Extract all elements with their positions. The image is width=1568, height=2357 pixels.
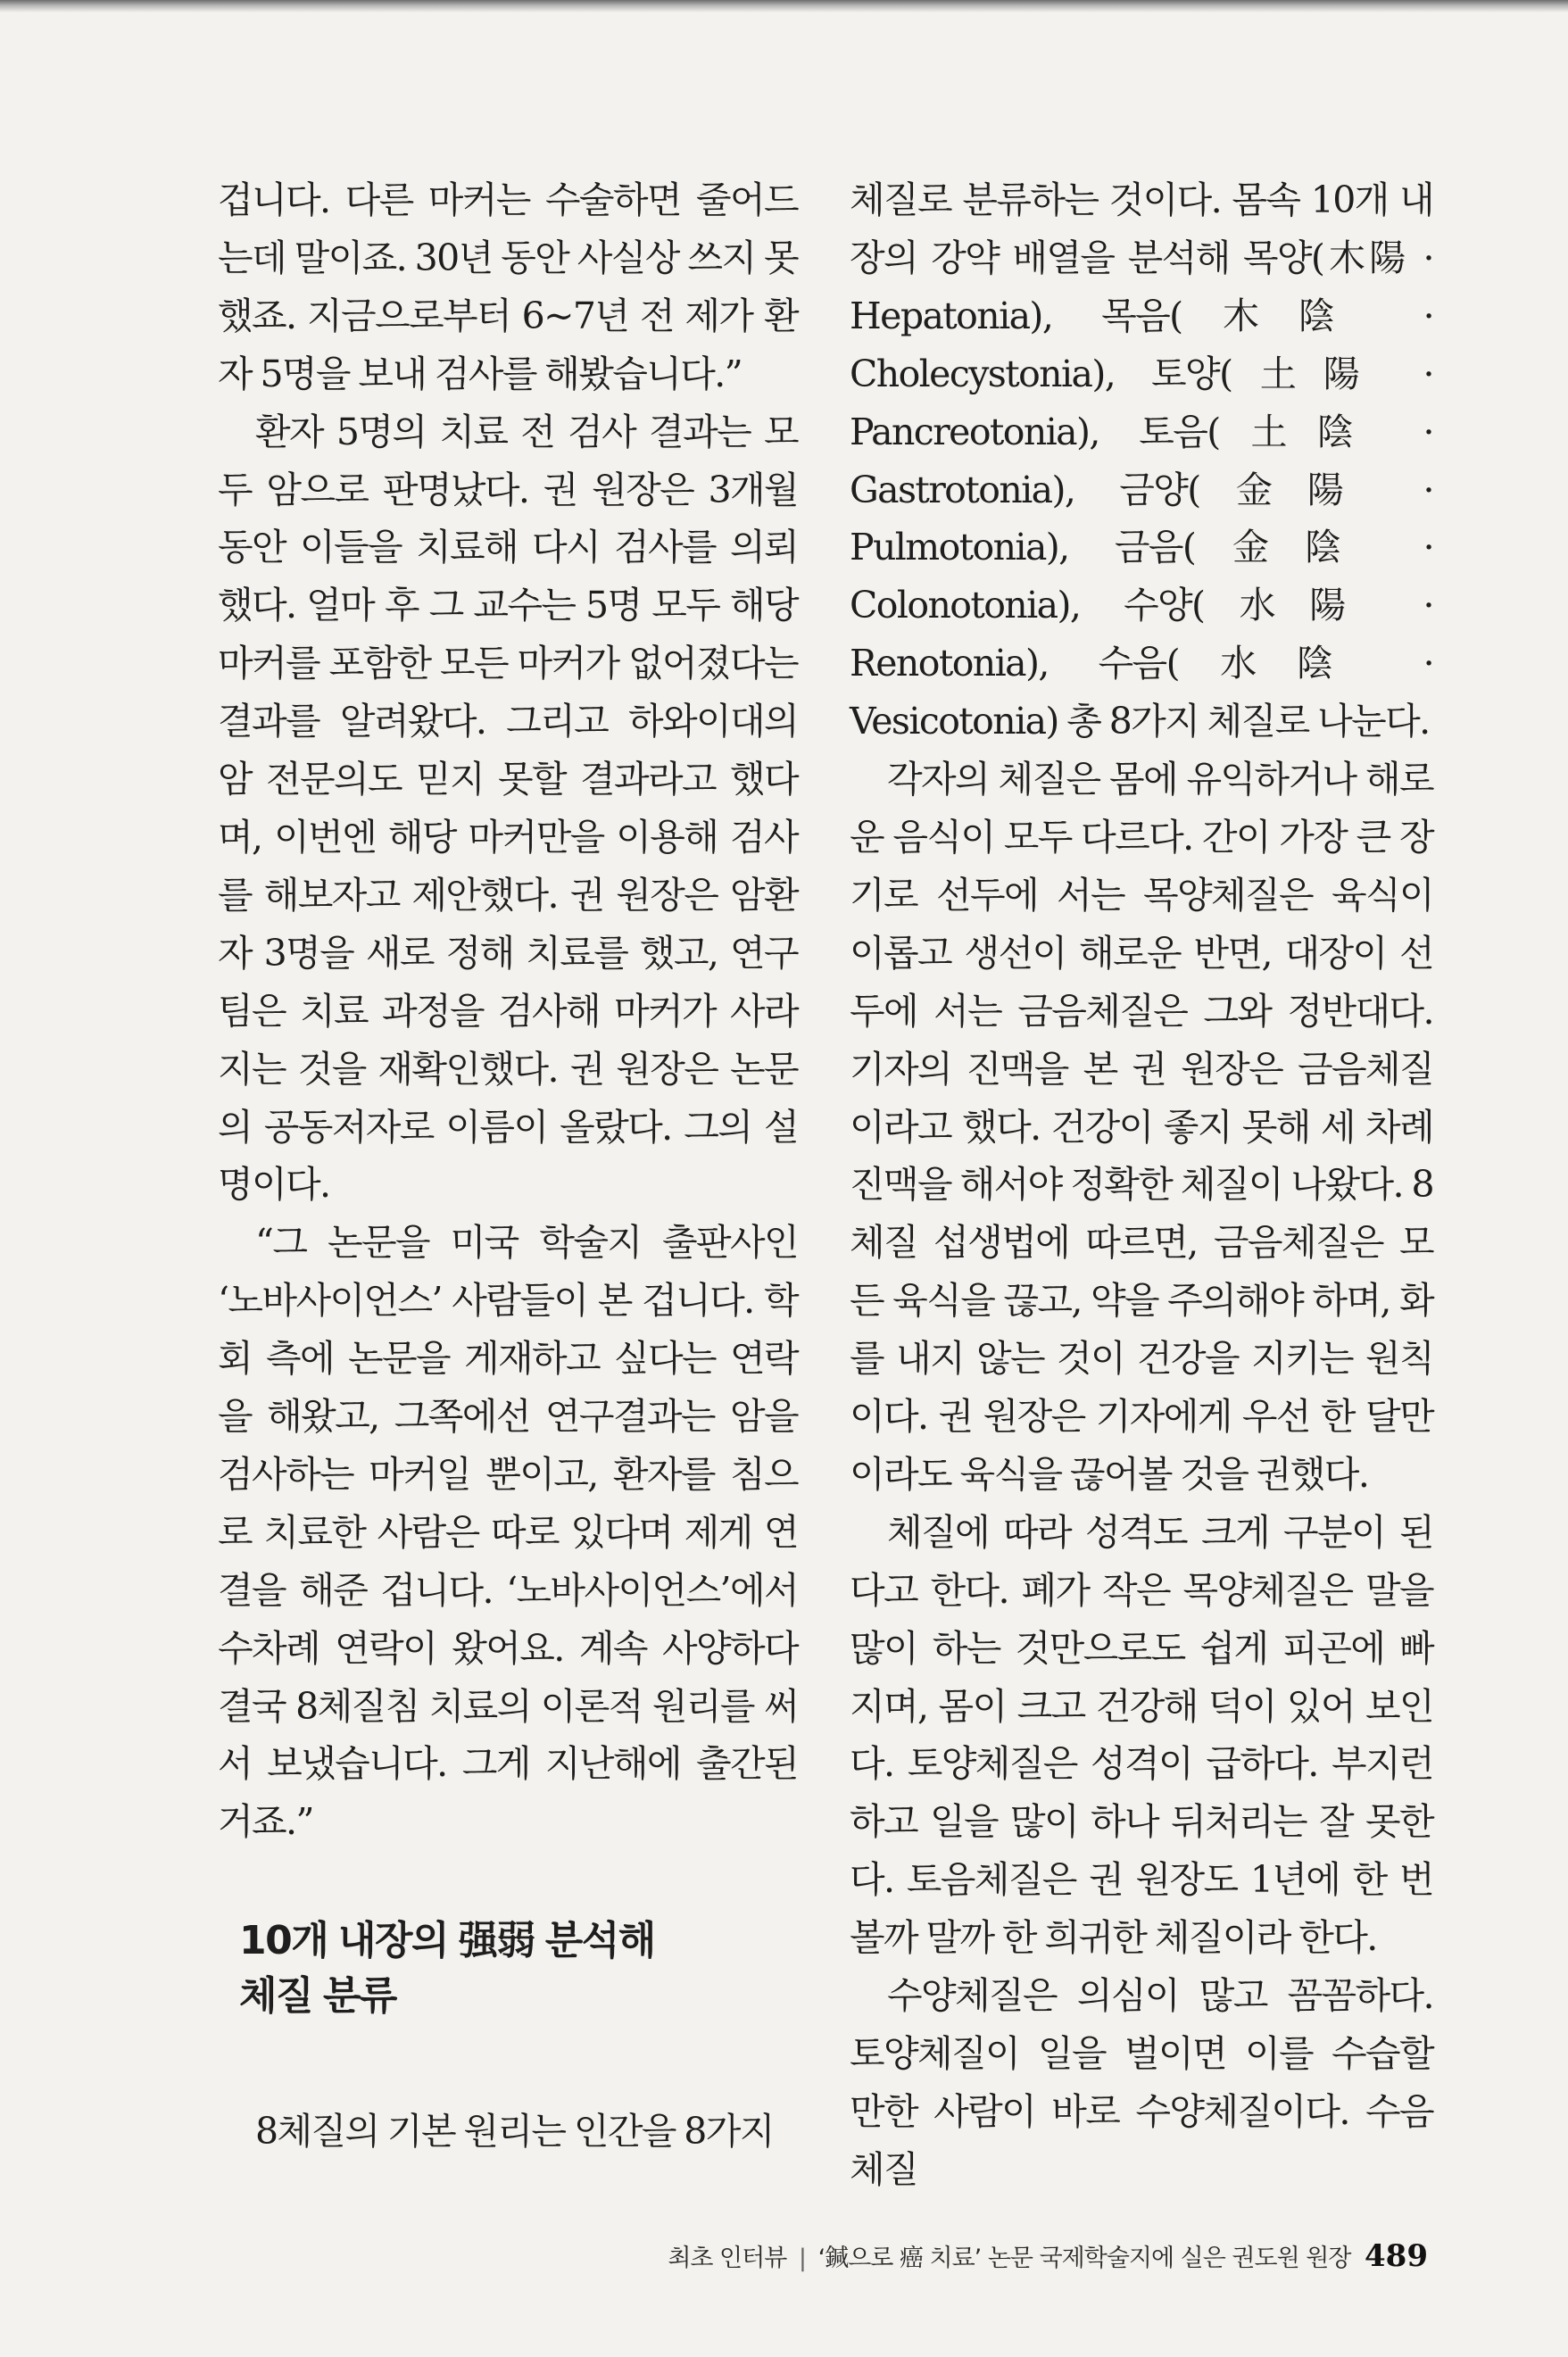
page-footer: [625, 2238, 1428, 2274]
body-paragraph: 8체질의 기본 원리는 인간을 8가지: [255, 2110, 774, 2154]
page-top-edge: [0, 0, 1568, 12]
footer-section-label: 최초 인터뷰: [668, 2245, 787, 2272]
body-paragraph: “그 논문을 미국 학술지 출판사인 ‘노바사이언스’ 사람들이 본 겁니다. 학회 측에 논문을 게재하고 싶다는 연락을 해왔고, 그쪽에선 연구결과는 암을 검사하는 마커일 뿐이고, 환자를 침으로 치료한 사람은 따로 있다며 제게 연결을 해준 겁니다. ‘노바사이언스’에서 수차례 연락이 왔어요. 계속 사양하다 결국 8체질침 치료의 이론적 원리를 써서 보냈습니다. 그게 지난해에 출간된 거죠.”: [218, 1221, 798, 1844]
body-paragraph: 체질로 분류하는 것이다. 몸속 10개 내장의 강약 배열을 분석해 목양(木陽 · Hepatonia), 목음(木陰 · Cholecystonia), 토양(土陽 · Pancreotonia), 토음(土陰 · Gastrotonia), 금양(金陽 · Pulmotonia), 금음(金陰 · Colonotonia), 수양(水陽 · Renotonia), 수음(水陰 · Vesicotonia) 총 8가지 체질로 나눈다.: [850, 178, 1433, 743]
body-paragraph: 체질에 따라 성격도 크게 구분이 된다고 한다. 폐가 작은 목양체질은 말을 많이 하는 것만으로도 쉽게 피곤에 빠지며, 몸이 크고 건강해 덕이 있어 보인다. 토양체질은 성격이 급하다. 부지런하고 일을 많이 하나 뒤처리는 잘 못한다. 토음체질은 권 원장도 1년에 한 번 볼까 말까 한 희귀한 체질이라 한다.: [850, 1510, 1433, 1960]
footer-separator: |: [798, 2245, 807, 2272]
body-paragraph: 각자의 체질은 몸에 유익하거나 해로운 음식이 모두 다르다. 간이 가장 큰 장기로 선두에 서는 목양체질은 육식이 이롭고 생선이 해로운 반면, 대장이 선두에 서는 금음체질은 그와 정반대다. 기자의 진맥을 본 권 원장은 금음체질이라고 했다. 건강이 좋지 못해 세 차례 진맥을 해서야 정확한 체질이 나왔다. 8체질 섭생법에 따르면, 금음체질은 모든 육식을 끊고, 약을 주의해야 하며, 화를 내지 않는 것이 건강을 지키는 원칙이다. 권 원장은 기자에게 우선 한 달만이라도 육식을 끊어볼 것을 권했다.: [850, 758, 1433, 1496]
body-paragraph: 겁니다. 다른 마커는 수술하면 줄어드는데 말이죠. 30년 동안 사실상 쓰지 못했죠. 지금으로부터 6~7년 전 제가 환자 5명을 보내 검사를 해봤습니다.”: [218, 178, 798, 395]
body-paragraph: 수양체질은 의심이 많고 꼼꼼하다. 토양체질이 일을 벌이면 이를 수습할 만한 사람이 바로 수양체질이다. 수음체질: [850, 1974, 1433, 2191]
subheading-line: 체질 분류: [239, 1973, 396, 2020]
right-column: [850, 171, 1433, 2199]
page-number: 489: [1365, 2238, 1428, 2274]
footer-article-title: ‘鍼으로 癌 치료’ 논문 국제학술지에 실은 권도원 원장: [817, 2245, 1351, 2272]
section-subheading: [239, 1913, 798, 2024]
subheading-line: 10개 내장의 强弱 분석해: [239, 1918, 655, 1964]
body-paragraph: 환자 5명의 치료 전 검사 결과는 모두 암으로 판명났다. 권 원장은 3개월 동안 이들을 치료해 다시 검사를 의뢰했다. 얼마 후 그 교수는 5명 모두 해당 마커를 포함한 모든 마커가 없어졌다는 결과를 알려왔다. 그리고 하와이대의 암 전문의도 믿지 못할 결과라고 했다며, 이번엔 해당 마커만을 이용해 검사를 해보자고 제안했다. 권 원장은 암환자 3명을 새로 정해 치료를 했고, 연구팀은 치료 과정을 검사해 마커가 사라지는 것을 재확인했다. 권 원장은 논문의 공동저자로 이름이 올랐다. 그의 설명이다.: [218, 410, 798, 1207]
left-column: [218, 171, 798, 2161]
